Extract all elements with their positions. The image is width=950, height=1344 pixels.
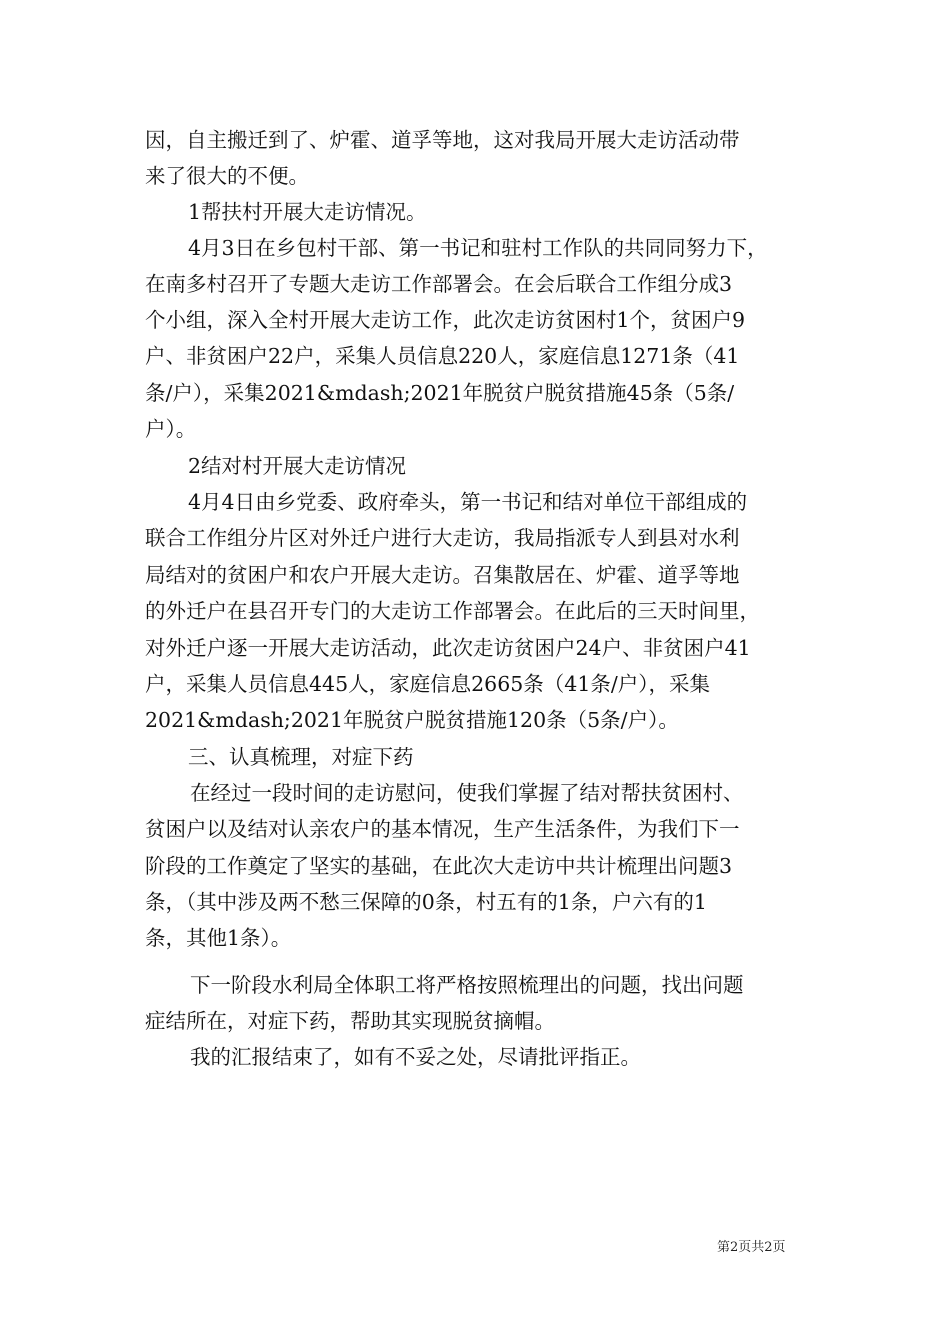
section-heading: 1帮扶村开展大走访情况。 bbox=[188, 200, 427, 224]
section-heading: 2结对村开展大走访情况 bbox=[188, 454, 407, 478]
paragraph-line: 因，自主搬迁到了、炉霍、道孚等地，这对我局开展大走访活动带 bbox=[145, 128, 740, 152]
paragraph-line: 局结对的贫困户和农户开展大走访。召集散居在、炉霍、道孚等地 bbox=[145, 563, 740, 587]
paragraph-line: 阶段的工作奠定了坚实的基础，在此次大走访中共计梳理出问题3 bbox=[145, 854, 733, 878]
paragraph-line: 条，（其中涉及两不愁三保障的0条，村五有的1条，户六有的1 bbox=[145, 890, 707, 914]
paragraph-line: 下一阶段水利局全体职工将严格按照梳理出的问题，找出问题 bbox=[190, 973, 744, 997]
paragraph-line: 户、非贫困户22户，采集人员信息220人，家庭信息1271条（41 bbox=[145, 344, 740, 368]
paragraph-line: 贫困户以及结对认亲农户的基本情况，生产生活条件，为我们下一 bbox=[145, 817, 740, 841]
paragraph-line: 来了很大的不便。 bbox=[145, 164, 309, 188]
paragraph-line: 2021&mdash;2021年脱贫户脱贫措施120条（5条/户）。 bbox=[145, 708, 679, 732]
paragraph-line: 户，采集人员信息445人，家庭信息2665条（41条/户），采集 bbox=[145, 672, 711, 696]
paragraph-line: 个小组，深入全村开展大走访工作，此次走访贫困村1个，贫困户9 bbox=[145, 308, 746, 332]
paragraph-line: 4月3日在乡包村干部、第一书记和驻村工作队的共同同努力下， bbox=[188, 236, 768, 260]
paragraph-line: 户）。 bbox=[145, 417, 197, 441]
paragraph-line: 对外迁户逐一开展大走访活动，此次走访贫困户24户、非贫困户41 bbox=[145, 636, 751, 660]
paragraph-line: 条/户），采集2021&mdash;2021年脱贫户脱贫措施45条（5条/ bbox=[145, 381, 735, 405]
page-number-footer: 第2页共2页 bbox=[717, 1240, 786, 1255]
paragraph-line: 在经过一段时间的走访慰问，使我们掌握了结对帮扶贫困村、 bbox=[190, 781, 744, 805]
paragraph-line: 联合工作组分片区对外迁户进行大走访，我局指派专人到县对水利 bbox=[145, 526, 740, 550]
paragraph-line: 症结所在，对症下药，帮助其实现脱贫摘帽。 bbox=[145, 1009, 555, 1033]
paragraph-line: 在南多村召开了专题大走访工作部署会。在会后联合工作组分成3 bbox=[145, 272, 733, 296]
paragraph-line: 条，其他1条）。 bbox=[145, 926, 292, 950]
paragraph-line: 的外迁户在县召开专门的大走访工作部署会。在此后的三天时间里， bbox=[145, 599, 760, 623]
paragraph-line: 我的汇报结束了，如有不妥之处，尽请批评指正。 bbox=[190, 1045, 641, 1069]
section-heading: 三、认真梳理，对症下药 bbox=[188, 745, 414, 769]
paragraph-line: 4月4日由乡党委、政府牵头，第一书记和结对单位干部组成的 bbox=[188, 490, 748, 514]
